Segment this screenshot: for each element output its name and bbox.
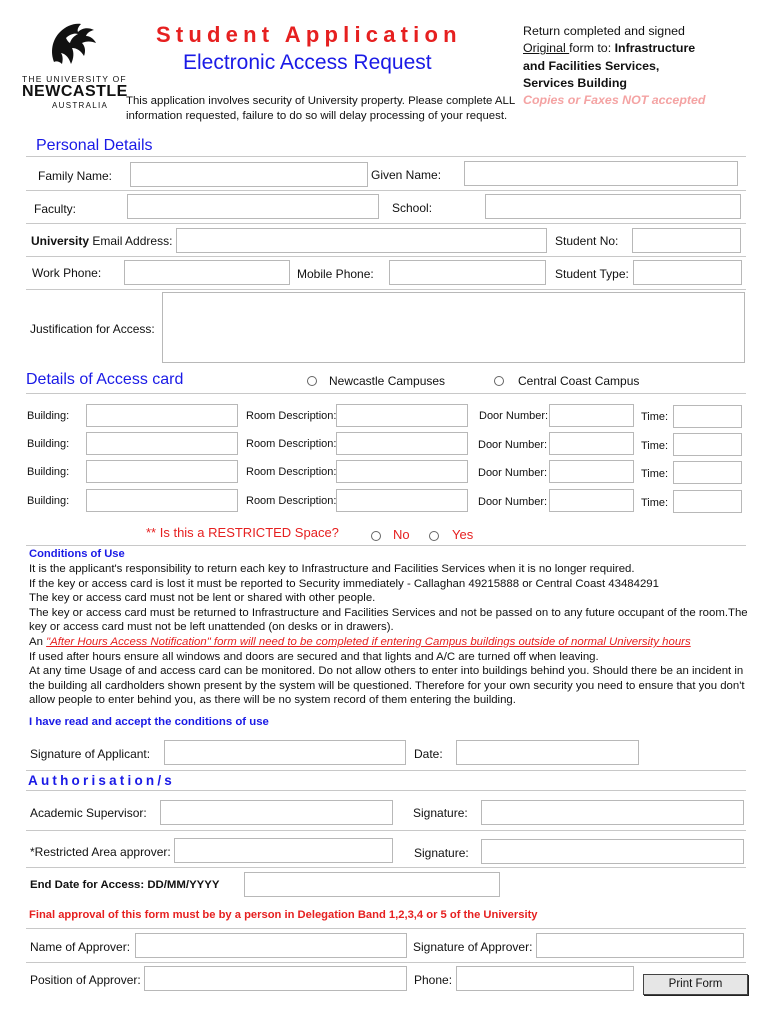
return-infra: Infrastructure <box>614 41 696 56</box>
restricted-no-label: No <box>393 527 410 542</box>
restricted-yes-radio[interactable] <box>429 531 439 541</box>
condition-p6: If used after hours ensure all windows and doors are secured and that lights and A/C are turned off when leaving. <box>29 650 599 663</box>
building-label: Building: <box>27 438 70 450</box>
justification-label: Justification for Access: <box>30 322 155 336</box>
room-description-field[interactable] <box>336 489 468 512</box>
signature-applicant-label: Signature of Applicant: <box>30 747 151 761</box>
divider <box>26 770 746 771</box>
university-logo <box>22 18 126 110</box>
divider <box>26 830 746 831</box>
phone-label: Phone: <box>414 973 453 987</box>
building-field[interactable] <box>86 432 238 455</box>
condition-p5-prefix: An <box>29 635 47 648</box>
school-label: School: <box>392 201 433 215</box>
divider <box>26 223 746 224</box>
work-phone-field[interactable] <box>124 260 290 285</box>
condition-p1: It is the applicant's responsibility to return each key to Infrastructure and Facilities Services when it is no longer required. <box>29 563 635 575</box>
divider <box>26 289 746 290</box>
end-date-label: End Date for Access: DD/MM/YYYY <box>30 879 220 891</box>
restricted-approver-label: *Restricted Area approver: <box>30 845 171 859</box>
central-coast-campus-radio[interactable] <box>494 376 504 386</box>
print-form-button[interactable]: Print Form <box>643 974 748 995</box>
date-label: Date: <box>414 747 443 761</box>
name-approver-field[interactable] <box>135 933 407 958</box>
condition-p2: If the key or access card is lost it must be reported to Security immediately - Callaghan 49215888 or Central Coast 43484291 <box>29 577 659 590</box>
accept-conditions: I have read and accept the conditions of use <box>29 716 269 728</box>
intro-text: This application involves security of University property. Please complete ALL information requested, failure to do so will delay processing of your request. <box>126 95 515 122</box>
personal-details-heading: Personal Details <box>36 137 153 154</box>
mobile-phone-field[interactable] <box>389 260 546 285</box>
position-approver-field[interactable] <box>144 966 407 991</box>
mobile-phone-label: Mobile Phone: <box>297 267 374 281</box>
building-label: Building: <box>27 495 70 507</box>
student-type-label: Student Type: <box>555 267 629 281</box>
time-field[interactable] <box>673 490 742 513</box>
door-number-field[interactable] <box>549 432 634 455</box>
page-title: Student Application <box>156 22 462 47</box>
time-field[interactable] <box>673 461 742 484</box>
copies-warning: Copies or Faxes NOT accepted <box>523 93 706 107</box>
horse-crest-icon <box>44 18 104 74</box>
door-number-label: Door Number: <box>478 496 548 508</box>
central-coast-campus-label: Central Coast Campus <box>518 374 640 388</box>
after-hours-notice: "After Hours Access Notification" form will need to be completed if entering Campus buildings outside of normal University hours <box>46 635 691 648</box>
email-label-rest: Email Address: <box>89 234 173 248</box>
supervisor-signature-field[interactable] <box>481 800 744 825</box>
building-label: Building: <box>27 410 70 422</box>
position-approver-label: Position of Approver: <box>30 973 141 987</box>
authorisation-heading: Authorisation/s <box>28 773 176 788</box>
school-field[interactable] <box>485 194 741 219</box>
conditions-heading: Conditions of Use <box>29 548 125 560</box>
family-name-field[interactable] <box>130 162 368 187</box>
return-line1: Return completed and signed <box>523 24 685 38</box>
student-no-field[interactable] <box>632 228 741 253</box>
justification-field[interactable] <box>162 292 745 363</box>
logo-line2: NEWCASTLE <box>22 83 128 100</box>
return-line4: Services Building <box>523 76 627 91</box>
restricted-yes-label: Yes <box>452 527 474 542</box>
condition-p5 <box>29 635 754 650</box>
academic-supervisor-label: Academic Supervisor: <box>30 806 147 820</box>
room-description-label: Room Description: <box>246 438 337 450</box>
divider <box>26 928 746 929</box>
divider <box>26 962 746 963</box>
page-subtitle: Electronic Access Request <box>183 51 432 74</box>
date-field[interactable] <box>456 740 639 765</box>
time-label: Time: <box>641 411 669 423</box>
divider <box>26 867 746 868</box>
building-field[interactable] <box>86 404 238 427</box>
phone-field[interactable] <box>456 966 634 991</box>
room-description-label: Room Description: <box>246 410 337 422</box>
email-label <box>31 234 172 248</box>
email-field[interactable] <box>176 228 547 253</box>
academic-supervisor-field[interactable] <box>160 800 393 825</box>
door-number-label: Door Number: <box>478 467 548 479</box>
restricted-no-radio[interactable] <box>371 531 381 541</box>
given-name-field[interactable] <box>464 161 738 186</box>
final-approval-note: Final approval of this form must be by a person in Delegation Band 1,2,3,4 or 5 of the University <box>29 909 538 921</box>
student-no-label: Student No: <box>555 234 619 248</box>
door-number-label: Door Number: <box>478 439 548 451</box>
door-number-field[interactable] <box>549 460 634 483</box>
supervisor-signature-label: Signature: <box>413 806 468 820</box>
signature-approver-label: Signature of Approver: <box>413 940 533 954</box>
time-label: Time: <box>641 497 669 509</box>
time-field[interactable] <box>673 433 742 456</box>
building-field[interactable] <box>86 460 238 483</box>
door-number-label: Door Number: <box>479 410 549 422</box>
room-description-field[interactable] <box>336 460 468 483</box>
building-label: Building: <box>27 466 70 478</box>
divider <box>26 190 746 191</box>
end-date-field[interactable] <box>244 872 500 897</box>
family-name-label: Family Name: <box>38 169 113 183</box>
newcastle-campus-label: Newcastle Campuses <box>329 374 446 388</box>
divider <box>26 156 746 157</box>
divider <box>26 256 746 257</box>
time-field[interactable] <box>673 405 742 428</box>
return-original: Original <box>523 41 570 56</box>
divider <box>26 790 746 791</box>
logo-line3: AUSTRALIA <box>52 101 109 110</box>
restricted-space-question: ** Is this a RESTRICTED Space? <box>146 525 339 540</box>
signature-approver-field[interactable] <box>536 933 744 958</box>
given-name-label: Given Name: <box>371 168 442 182</box>
time-label: Time: <box>641 440 669 452</box>
name-approver-label: Name of Approver: <box>30 940 131 954</box>
door-number-field[interactable] <box>549 404 634 427</box>
return-line2 <box>523 40 763 57</box>
restricted-approver-field[interactable] <box>174 838 393 863</box>
access-card-heading: Details of Access card <box>26 371 184 388</box>
newcastle-campus-radio[interactable] <box>307 376 317 386</box>
return-line3: and Facilities Services, <box>523 58 660 73</box>
return-instructions <box>523 23 763 93</box>
logo-line1: THE UNIVERSITY OF <box>22 74 127 84</box>
divider <box>26 545 746 546</box>
faculty-label: Faculty: <box>34 202 77 216</box>
approver-signature-field[interactable] <box>481 839 744 864</box>
time-label: Time: <box>641 468 669 480</box>
condition-p4: The key or access card must be returned to Infrastructure and Facilities Services and not be passed on to any future occupant of the room.The key or access card must not be left unattended (on desks or in drawers). <box>29 606 748 634</box>
work-phone-label: Work Phone: <box>32 266 102 280</box>
return-form-to: form to: <box>569 41 615 56</box>
conditions-text <box>29 562 754 708</box>
building-field[interactable] <box>86 489 238 512</box>
door-number-field[interactable] <box>549 489 634 512</box>
room-description-label: Room Description: <box>246 466 337 478</box>
signature-applicant-field[interactable] <box>164 740 406 765</box>
room-description-label: Room Description: <box>246 495 337 507</box>
approver-signature-label: Signature: <box>414 846 469 860</box>
faculty-field[interactable] <box>127 194 379 219</box>
condition-p3: The key or access card must not be lent or shared with other people. <box>29 592 376 605</box>
room-description-field[interactable] <box>336 432 468 455</box>
divider <box>26 393 746 394</box>
student-type-field[interactable] <box>633 260 742 285</box>
room-description-field[interactable] <box>336 404 468 427</box>
email-label-bold: University <box>31 234 90 248</box>
condition-p7: At any time Usage of and access card can be monitored. Do not allow others to enter into buildings behind you. Should there be an incident in the building all cardholders shown present by the system will be questioned. Therefore for your own security you need to ensure that you don't allow people to enter behind you, as there will be no system record of them entering the building. <box>29 665 745 707</box>
